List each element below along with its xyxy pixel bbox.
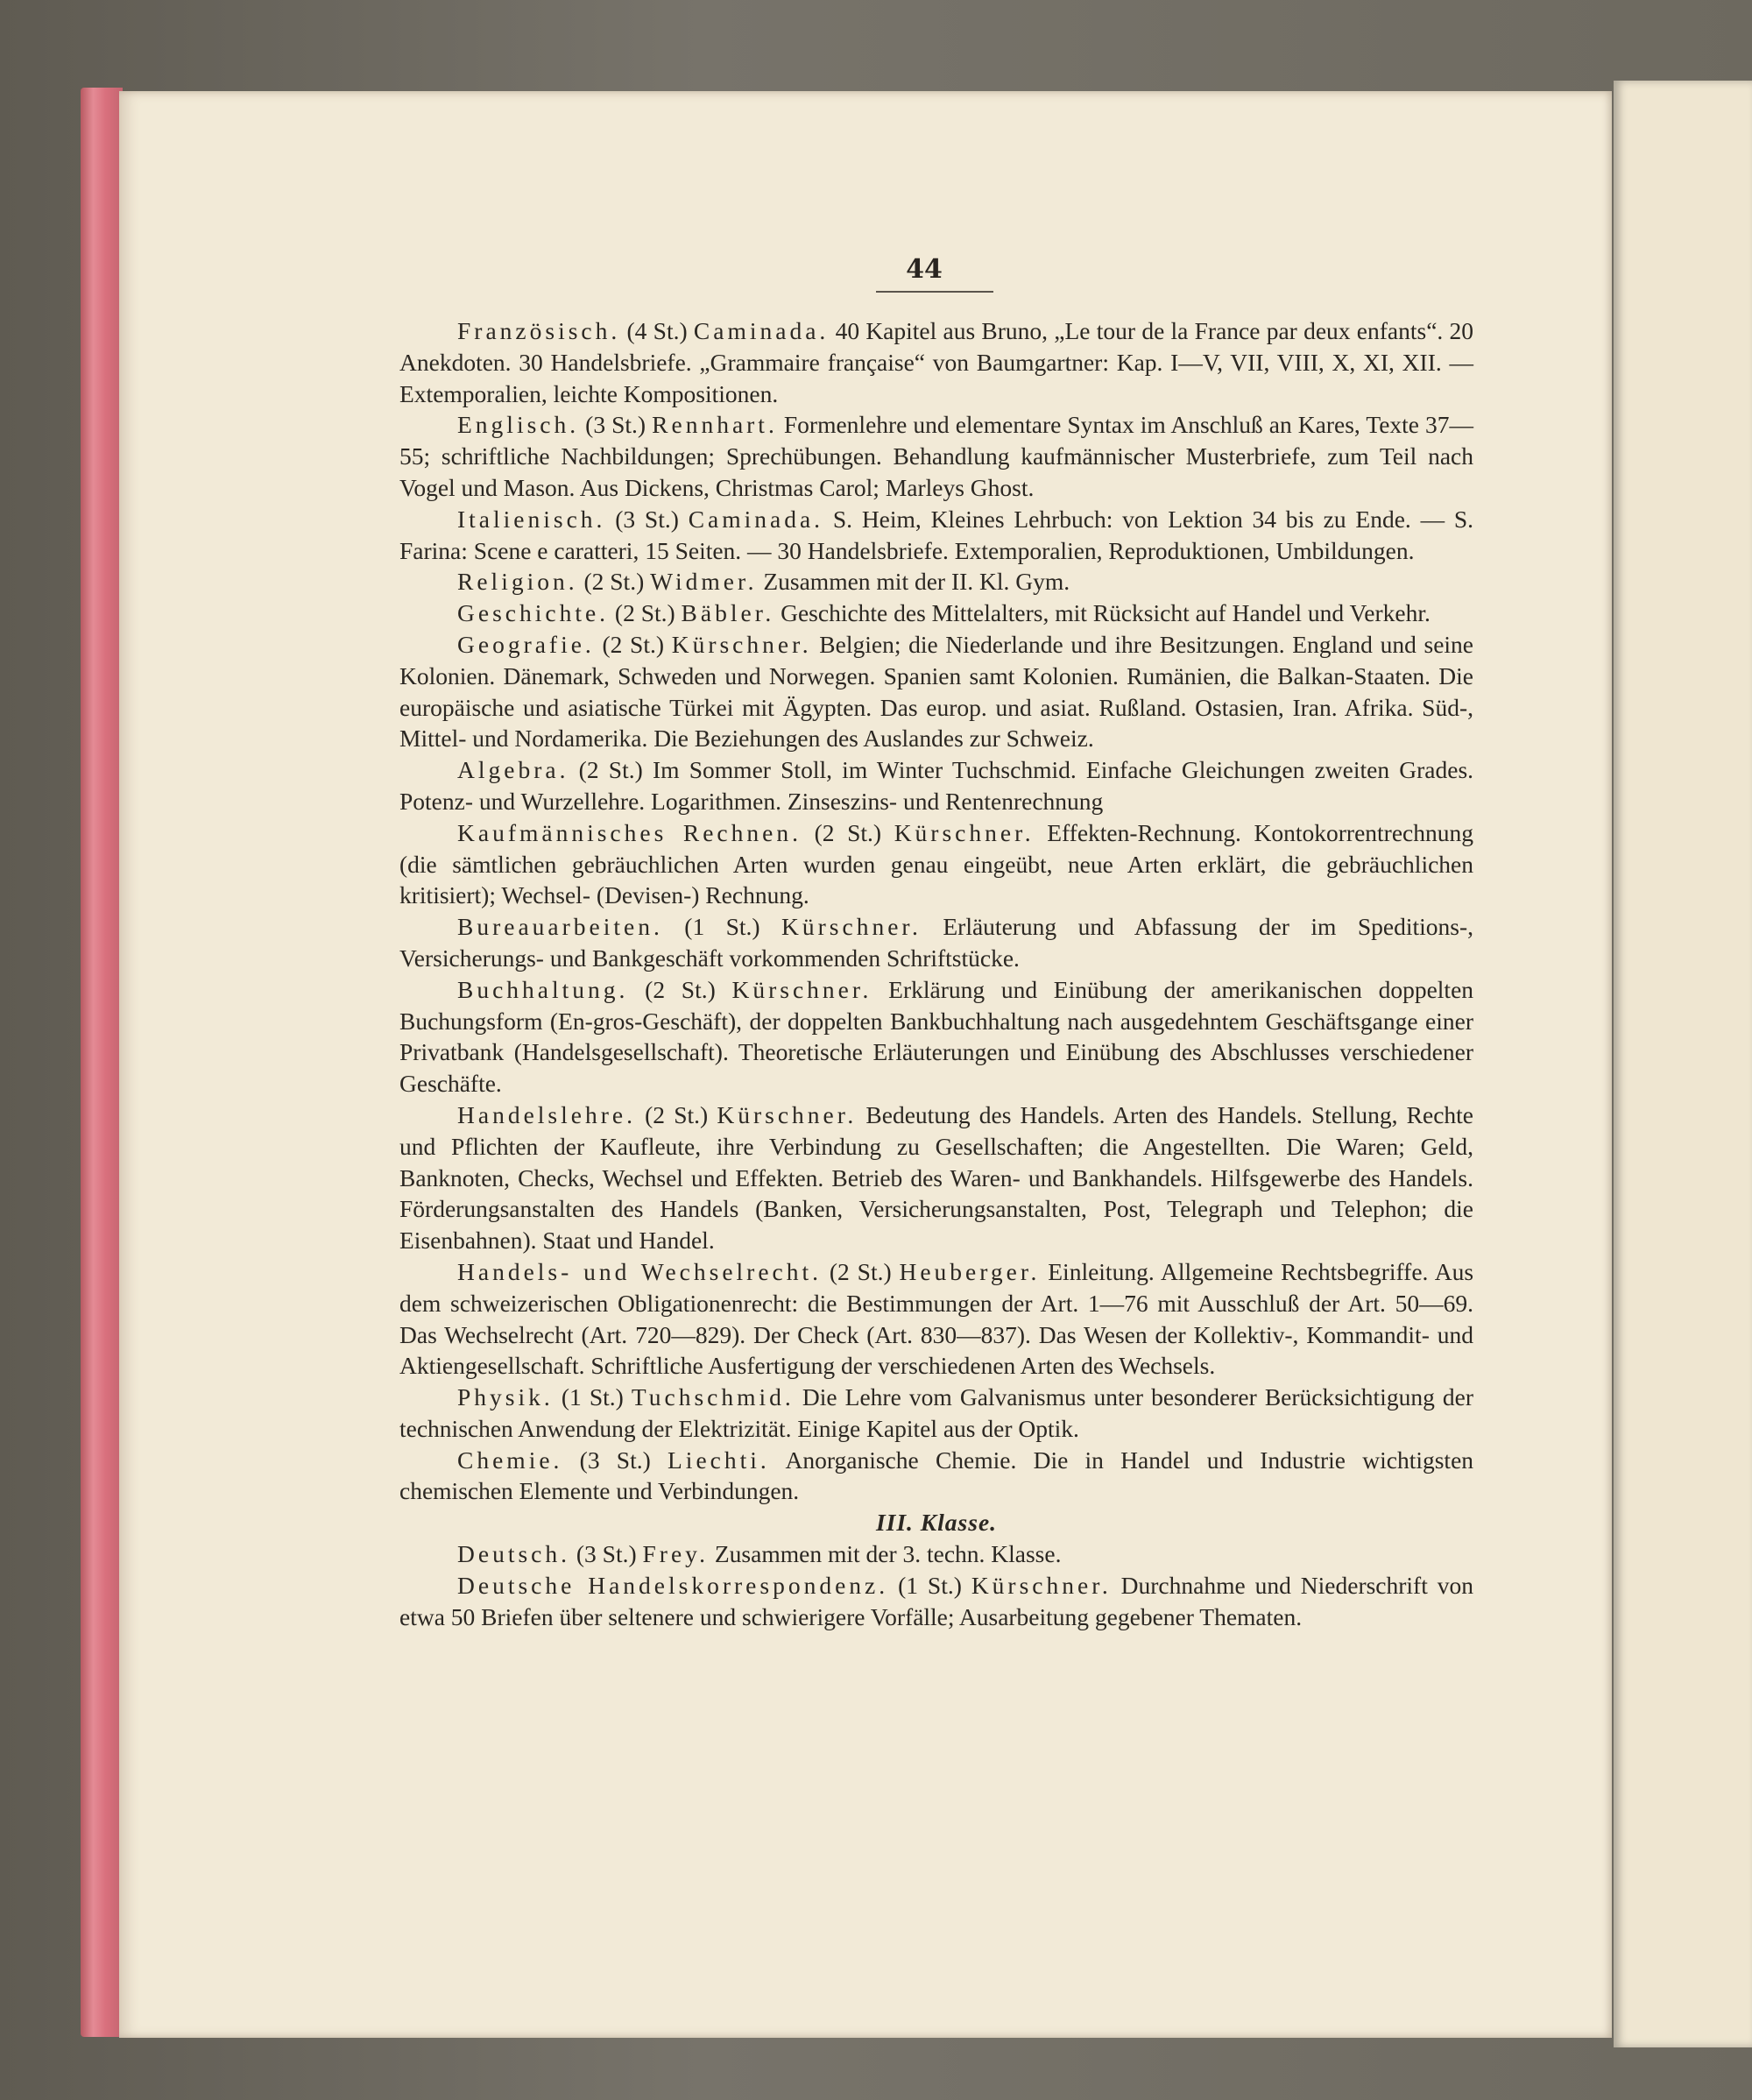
- subject-description: Zusammen mit der 3. techn. Klasse.: [714, 1540, 1062, 1568]
- subject-description: Belgien; die Niederlande und ihre Besitzungen. England und seine Kolonien. Dänemark, Schweden und Norwegen. Spanien samt Kolonien. Rumänien, die Balkan-Staaten. Die europäische und asiatische Türkei mit Ägypten. Das europ. und asiat. Rußland. Ostasien, Iran. Afrika. Süd-, Mittel- und Nordamerika. Die Beziehungen des Auslandes zur Schweiz.: [399, 630, 1473, 753]
- teacher-name: Kürschner.: [781, 913, 922, 941]
- page-number: 44: [906, 254, 943, 285]
- page-number-rule: [876, 291, 993, 293]
- teacher-name: Caminada.: [693, 317, 830, 344]
- class-three-subjects: [399, 1538, 1473, 1632]
- subject-name: Französisch.: [457, 317, 621, 344]
- subject-paragraph: [399, 1538, 1473, 1570]
- teacher-name: Heuberger.: [899, 1257, 1041, 1285]
- teacher-name: Liechti.: [668, 1446, 770, 1474]
- subject-name: Geografie.: [457, 630, 595, 658]
- teacher-name: Bäbler.: [681, 599, 775, 627]
- adjacent-page: [1614, 81, 1752, 2047]
- subject-name: Physik.: [457, 1383, 554, 1411]
- subject-paragraph: [399, 911, 1473, 974]
- page-text: [399, 315, 1473, 1632]
- subject-hours: (2 St.): [829, 1257, 892, 1285]
- subject-hours: (2 St.): [814, 818, 882, 846]
- subject-hours: (2 St.): [578, 756, 643, 784]
- subject-description: Erläuterung und Abfassung der im Speditions-, Versicherungs- und Bankgeschäft vorkommenden Schriftstücke.: [399, 913, 1474, 972]
- subject-hours: (1 St.): [898, 1571, 962, 1599]
- subject-name: Italienisch.: [457, 505, 606, 533]
- subject-paragraph: [399, 504, 1473, 567]
- subject-hours: (2 St.): [645, 975, 716, 1003]
- subject-description: Erklärung und Einübung der amerikanischen doppelten Buchungsform (En-gros-Geschäft), der doppelten Bankbuchhaltung nach ausgedehntem Geschäftsgange einer Privatbank (Handelsgesellschaft). Theoretische Erläuterungen und Einübung des Abschlusses verschiedener Geschäfte.: [399, 975, 1474, 1098]
- class-heading: III. Klasse.: [875, 1509, 998, 1537]
- teacher-name: Caminada.: [688, 505, 824, 533]
- subject-name: Algebra.: [457, 756, 569, 784]
- subject-name: Kaufmännisches Rechnen.: [457, 818, 802, 846]
- teacher-name: Kürschner.: [671, 630, 812, 658]
- subject-hours: (2 St.): [602, 630, 665, 658]
- subject-description: Die Lehre vom Galvanismus unter besonderer Berücksichtigung der technischen Anwendung der Elektrizität. Einige Kapitel aus der Optik.: [399, 1383, 1474, 1442]
- subject-paragraph: [399, 1256, 1473, 1382]
- subject-hours: (2 St.): [645, 1100, 709, 1128]
- subject-paragraph: [399, 754, 1473, 817]
- subject-description: 40 Kapitel aus Bruno, „Le tour de la France par deux enfants“. 20 Anekdoten. 30 Handelsbriefe. „Grammaire française“ von Baumgartner: Kap. I—V, VII, VIII, X, XI, XII. — Extemporalien, leichte Kompositionen.: [399, 317, 1474, 407]
- subject-hours: (3 St.): [615, 505, 679, 533]
- subject-paragraph: [399, 629, 1473, 754]
- subject-paragraph: [399, 409, 1473, 503]
- subject-description: Anorganische Chemie. Die in Handel und Industrie wichtigsten chemischen Elemente und Verbindungen.: [399, 1446, 1474, 1505]
- book-page-edge: [81, 88, 123, 2037]
- subject-hours: (4 St.): [626, 317, 688, 344]
- subject-hours: (2 St.): [614, 599, 675, 627]
- subject-hours: (2 St.): [583, 568, 645, 596]
- subject-paragraph: [399, 597, 1473, 629]
- subject-name: Bureauarbeiten.: [457, 913, 663, 941]
- teacher-name: Kürschner.: [717, 1100, 858, 1128]
- subject-description: Formenlehre und elementare Syntax im Anschluß an Kares, Texte 37—55; schriftliche Nachbildungen; Sprechübungen. Behandlung kaufmännischer Musterbriefe, zum Teil nach Vogel und Mason. Aus Dickens, Christmas Carol; Marleys Ghost.: [399, 411, 1474, 501]
- subject-description: S. Heim, Kleines Lehrbuch: von Lektion 34 bis zu Ende. — S. Farina: Scene e caratteri, 15 Seiten. — 30 Handelsbriefe. Extemporalien, Reproduktionen, Umbildungen.: [399, 505, 1474, 564]
- subject-description: Einleitung. Allgemeine Rechtsbegriffe. Aus dem schweizerischen Obligationenrecht: die Bestimmungen der Art. 1—76 mit Ausschluß der Art. 50—69. Das Wechselrecht (Art. 720—829). Der Check (Art. 830—837). Das Wesen der Kollektiv-, Kommandit- und Aktiengesellschaft. Schriftliche Ausfertigung der verschiedenen Arten des Wechsels.: [399, 1257, 1474, 1380]
- teacher-name: Rennhart.: [652, 411, 778, 439]
- subject-paragraph: [399, 1099, 1473, 1256]
- subject-description: Effekten-Rechnung. Kontokorrentrechnung (die sämtlichen gebräuchlichen Arten wurden genau eingeübt, neue Arten erklärt, die gebräuchlichen kritisiert); Wechsel- (Devisen-) Rechnung.: [399, 818, 1473, 909]
- subject-paragraph: [399, 1570, 1473, 1633]
- subject-description: Durchnahme und Niederschrift von etwa 50 Briefen über seltenere und schwierigere Vorfälle; Ausarbeitung gegebener Thematen.: [399, 1571, 1474, 1630]
- subject-name: Handelslehre.: [457, 1100, 636, 1128]
- teacher-name: Kürschner.: [731, 975, 872, 1003]
- subject-name: Deutsche Handelskorrespondenz.: [457, 1571, 889, 1599]
- subject-name: Deutsch.: [457, 1540, 570, 1568]
- subject-description: Bedeutung des Handels. Arten des Handels. Stellung, Rechte und Pflichten der Kaufleute, ihre Verbindung zu Gesellschaften; die Angestellten. Die Waren; Geld, Banknoten, Checks, Wechsel und Effekten. Betrieb des Waren- und Bankhandels. Hilfsgewerbe des Handels. Förderungsanstalten des Handels (Banken, Versicherungsanstalten, Post, Telegraph und Telephon; die Eisenbahnen). Staat und Handel.: [399, 1100, 1474, 1255]
- subject-name: Chemie.: [457, 1446, 563, 1474]
- subject-paragraph: [399, 817, 1473, 911]
- subject-hours: (1 St.): [684, 913, 760, 941]
- subject-hours: (3 St.): [579, 1446, 651, 1474]
- teacher-name: Widmer.: [650, 568, 758, 596]
- subject-name: Handels- und Wechselrecht.: [457, 1257, 823, 1285]
- subject-paragraph: [399, 1445, 1473, 1508]
- teacher-name: Tuchschmid.: [631, 1383, 795, 1411]
- subject-description: Im Sommer Stoll, im Winter Tuchschmid. Einfache Gleichungen zweiten Grades. Potenz- und Wurzellehre. Logarithmen. Zinseszins- und Rentenrechnung: [399, 756, 1474, 815]
- subject-name: Englisch.: [457, 411, 580, 439]
- subject-name: Geschichte.: [457, 599, 610, 627]
- subject-paragraph: [399, 1382, 1473, 1445]
- subject-paragraph: [399, 974, 1473, 1099]
- subject-name: Religion.: [457, 568, 578, 596]
- subject-paragraph: [399, 566, 1473, 597]
- teacher-name: Kürschner.: [971, 1571, 1112, 1599]
- teacher-name: Kürschner.: [894, 818, 1035, 846]
- subject-name: Buchhaltung.: [457, 975, 629, 1003]
- subject-hours: (3 St.): [585, 411, 646, 439]
- subject-hours: (1 St.): [561, 1383, 624, 1411]
- teacher-name: Frey.: [642, 1540, 709, 1568]
- subject-description: Geschichte des Mittelalters, mit Rücksicht auf Handel und Verkehr.: [781, 599, 1431, 627]
- subject-paragraph: [399, 315, 1473, 409]
- subject-description: Zusammen mit der II. Kl. Gym.: [763, 568, 1070, 596]
- class-two-subjects: [399, 315, 1473, 1507]
- subject-hours: (3 St.): [576, 1540, 637, 1568]
